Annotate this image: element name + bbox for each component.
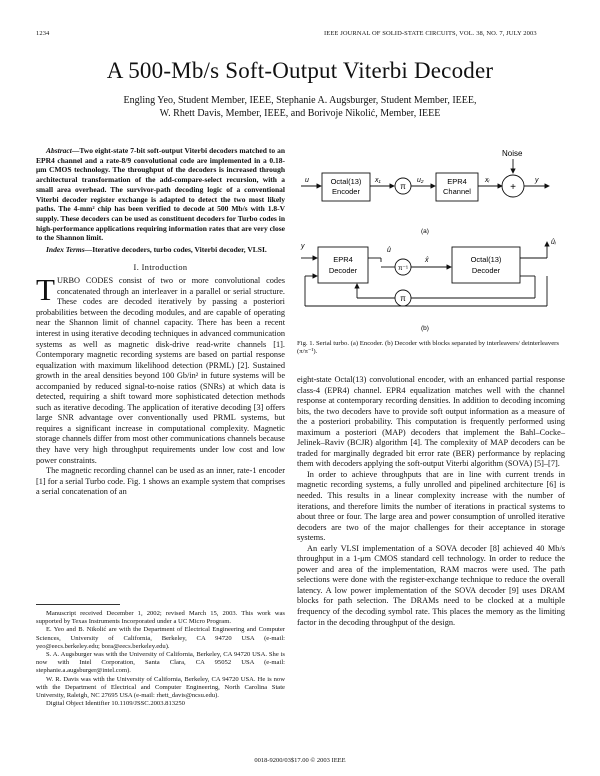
- right-paragraph-1: eight-state Octal(13) convolutional encoder, with an enhanced partial response class-4 (EPR4) channel. EPR4 equalization matches well with the channel response at contemporary recording densities. In addition to decoding incoming bits, the two decoders have to provide soft output information as a measure of the a posteriori probability. This computation is frequently performed using maximum a posteriori (MAP) decoders that implement the Bahl–Cocke–Jelinek–Raviv (BCJR) algorithm [4]. The complexity of MAP decoders can be traded for marginally degraded bit error rate (BER) performance by replacing them with decoders applying the soft-output Viterbi algorithm (SOVA) [5]–[7].: [297, 375, 565, 469]
- footnotes: [36, 610, 285, 708]
- index-terms: [36, 245, 285, 255]
- abstract-label: Abstract—: [46, 146, 80, 155]
- epr4-decoder-label-2: Decoder: [328, 266, 358, 275]
- authors-line-2: W. Rhett Davis, Member, IEEE, and Borivoje Nikolić, Member, IEEE: [159, 108, 441, 119]
- subfig-a-label: (a): [421, 228, 429, 235]
- journal-header: IEEE JOURNAL OF SOLID-STATE CIRCUITS, VOL. 38, NO. 7, JULY 2003: [324, 30, 537, 37]
- octal-decoder-label-1: Octal(13): [470, 255, 502, 264]
- pi-symbol-2: π: [400, 294, 406, 303]
- signal-u2: u₂: [417, 177, 424, 184]
- encoder-label-2: Encoder: [332, 187, 360, 196]
- sum-symbol: +: [510, 182, 516, 193]
- footnote-4: W. R. Davis was with the University of California, Berkeley, CA 94720 USA. He is now with the Department of Electrical and Computer Engineering, North Carolina State University, Raleigh, NC 27695 USA (e-mail: rhett_davis@ncsu.edu).: [36, 675, 285, 700]
- channel-label-2: Channel: [443, 187, 471, 196]
- subfig-b-label: (b): [421, 325, 429, 332]
- signal-x1: x₁: [375, 177, 381, 184]
- signal-uhat: û: [387, 247, 391, 254]
- intro-paragraph-2: The magnetic recording channel can be used as an inner, rate-1 encoder [1] for a serial Turbo code. Fig. 1 shows an example system that comprises a serial concatenation of an: [36, 466, 285, 497]
- epr4-decoder-label-1: EPR4: [333, 255, 353, 264]
- intro-p1-text: URBO CODES consist of two or more convolutional codes concatenated through an interleaver in a parallel or serial structure. These codes are decoded iteratively by passing a posteriori probabilities between the decoding modules, and are capable of operating near the Shannon limit of channel capacity. There has been a recent interest in using iterative decoding techniques in advanced communication systems as well as magnetic disk-drive read-write channels [1]. Contemporary magnetic recording systems are based on partial response equalization with maximum likelihood detection (PRML) [2]. Sustained growth in the areal densities beyond 100 Gb/in² in future systems will be accompanied by reduced signal-to-noise ratios (SNRs) at which data is detected, requiring a shift toward more sophisticated detection methods such as iterative decoding. The application of iterative decoding [3] offers large SNR advantage over conventionally used PRML systems, but requires a significant increase in computational complexity. Magnetic storage channels differ from most other communications channels because they have very high throughput requirements under low cost and low power constraints.: [36, 276, 285, 465]
- footnote-rule: [36, 604, 120, 605]
- right-paragraph-3: An early VLSI implementation of a SOVA decoder [8] achieved 40 Mb/s throughput in a 1-μm CMOS standard cell technology. In order to reduce the power and area of the implementation, RAM macros were used. The path selections were done with the register-exchange technique to reduce the overall latency. A low power implementation of the SOVA decoder [9] uses DRAM blocks for path selection. The DRAMs need to be clocked at a multiple frequency of the decoding symbol rate. This places the memory as the limiting factor in the decoding throughput of the design.: [297, 543, 565, 627]
- authors-line-1: Engling Yeo, Student Member, IEEE, Stephanie A. Augsburger, Student Member, IEEE,: [123, 95, 477, 106]
- epr4-decoder-block: [318, 247, 368, 283]
- right-column: [297, 375, 565, 628]
- signal-u: u: [305, 177, 309, 184]
- footnote-3: S. A. Augsburger was with the University of California, Berkeley, CA 94720 USA. She is now with Intel Corporation, Santa Clara, CA 95052 USA (e-mail: stephanie.a.augsburger@intel.com).: [36, 651, 285, 675]
- intro-paragraph-1: [36, 272, 285, 466]
- footnote-2: E. Yeo and B. Nikolić are with the Department of Electrical Engineering and Computer Sciences, University of California, Berkeley, CA 94720 USA (e-mail: yeo@eecs.berkeley.edu; bora@eecs.berkeley.edu).: [36, 626, 285, 650]
- footnote-5: Digital Object Identifier 10.1109/JSSC.2003.813250: [46, 700, 185, 708]
- left-column: [36, 146, 285, 498]
- abstract-text: Two eight-state 7-bit soft-output Viterbi decoders matched to an EPR4 channel and a rate-8/9 convolutional code are implemented in a 0.18-μm CMOS technology. The throughput of the decoders is increased through architectural transformation of the add-compare-select recursion, with a small area overhead. The survivor-path decoding logic of a conventional Viterbi decoder register exchange is adapted to detect the two most likely paths. The 4-mm² chip has been verified to decode at 500 Mb/s with 1.8-V supply. These decoders can be used as constituent decoders for Turbo codes in high-performance applications requiring information rates that are very close to the Shannon limit.: [36, 146, 285, 243]
- signal-y: y: [535, 177, 539, 184]
- figure-caption: Fig. 1. Serial turbo. (a) Encoder. (b) Decoder with blocks separated by interleavers/ deinterleavers (π/π⁻¹).: [297, 340, 560, 356]
- section-heading: I. Introduction: [133, 262, 188, 272]
- copyright-line: 0018-9200/03$17.00 © 2003 IEEE: [254, 757, 346, 764]
- octal-decoder-block: [452, 247, 520, 283]
- octal-decoder-label-2: Decoder: [471, 266, 501, 275]
- footnote-1: Manuscript received December 1, 2002; revised March 15, 2003. This work was supported by Texas Instruments Incorporated under a UC Micro Program.: [36, 610, 285, 626]
- channel-label-1: EPR4: [447, 177, 467, 186]
- signal-y2: y: [301, 243, 305, 250]
- abstract: [36, 146, 285, 243]
- page-number: 1234: [36, 30, 50, 37]
- drop-cap: T: [36, 272, 55, 308]
- signal-xhat: x̂: [425, 257, 429, 264]
- paper-title: A 500-Mb/s Soft-Output Viterbi Decoder: [106, 58, 494, 83]
- right-paragraph-2: In order to achieve throughputs that are in line with current trends in magnetic recording systems, a fully unrolled and pipelined architecture [6] is needed. This results in a linear complexity increase with the number of iterations, and therefore limits the number of iterations in practical systems to about three or four. The large area and power consumption of unrolled iterative decoders are two of the major challenges for their acceptance in storage systems.: [297, 469, 565, 543]
- pi-symbol: π: [400, 182, 406, 191]
- authors: [70, 94, 530, 120]
- signal-xi: xᵢ: [485, 177, 490, 184]
- pi-inv-symbol: π⁻¹: [397, 265, 409, 272]
- index-terms-label: Index Terms—: [46, 245, 93, 255]
- signal-uhat-out: ûᵢ: [551, 239, 556, 246]
- noise-label: Noise: [502, 149, 523, 158]
- encoder-label-1: Octal(13): [330, 177, 362, 186]
- index-terms-text: Iterative decoders, turbo codes, Viterbi decoder, VLSI.: [92, 245, 267, 255]
- figure-1: [297, 140, 567, 340]
